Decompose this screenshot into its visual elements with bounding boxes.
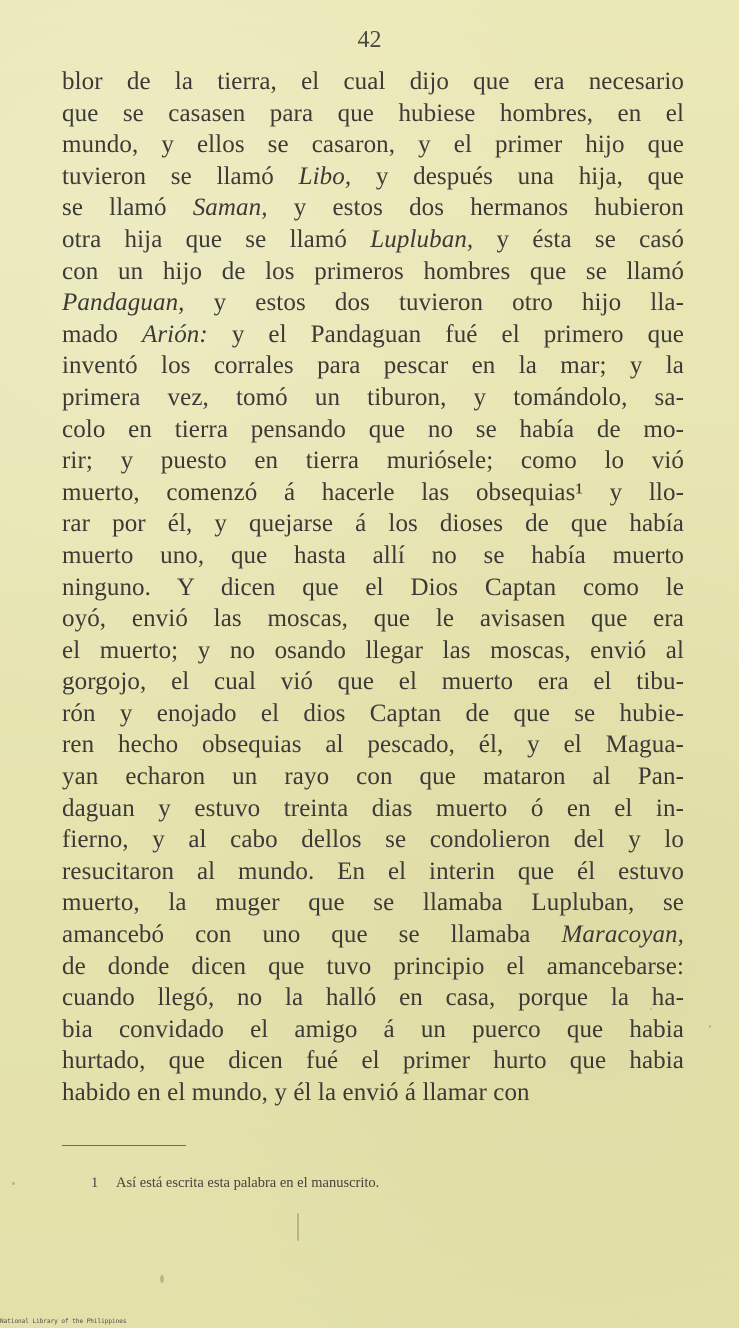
italic-name: Pandaguan, [62,289,185,317]
paper-mark [160,1275,164,1283]
page-number: 42 [357,27,382,53]
footnote-divider [62,1145,186,1146]
text-line: muerto, la muger que se llamaba Lupluban, se [62,889,684,917]
text-line: rar por él, y quejarse á los dioses de que había [62,510,684,538]
line-text-before: tuvieron se llamó [62,162,299,190]
text-line: primera vez, tomó un tiburon, y tomándolo, sa- [62,383,684,411]
italic-name: Saman, [192,194,268,222]
paper-mark [709,1025,711,1028]
text-line: cuando llegó, no la halló en casa, porque la ha- [62,984,684,1012]
text-line: rón y enojado el dios Captan de que se hubie- [62,699,684,727]
line-text-before: amancebó con uno que se llamaba [62,921,562,949]
text-line: ren hecho obsequias al pescado, él, y el Magua- [62,731,684,759]
italic-name: Lupluban, [370,225,474,253]
text-line: colo en tierra pensando que no se había de mo- [62,415,684,443]
text-line: yan echaron un rayo con que mataron al Pan- [62,763,684,791]
text-line: fierno, y al cabo dellos se condolieron del y lo [62,826,684,854]
text-line: habido en el mundo, y él la envió á llamar con [62,1079,530,1106]
line-text-before: mado [62,320,142,348]
paper-mark [650,1008,652,1010]
text-line: bia convidado el amigo á un puerco que habia [62,1015,684,1043]
text-line: gorgojo, el cual vió que el muerto era el tibu- [62,668,684,696]
text-line [62,287,684,319]
line-text-after: y estos dos tuvieron otro hijo lla- [184,289,684,317]
line-text-after: y ésta se casó [473,225,684,253]
italic-name: Arión: [141,320,208,348]
text-line: blor de la tierra, el cual dijo que era necesario [62,68,684,95]
text-line [62,919,684,951]
body-text [62,66,684,1109]
text-line [62,224,684,256]
text-line: que se casasen para que hubiese hombres, en el [62,99,684,127]
italic-name: Maracoyan, [561,921,684,949]
footnote-number: 1 [91,1175,99,1191]
line-text-before: se llamó [62,194,193,222]
text-line: ninguno. Y dicen que el Dios Captan como le [62,573,684,601]
text-line: hurtado, que dicen fué el primer hurto que habia [62,1047,684,1075]
text-line: de donde dicen que tuvo principio el amancebarse: [62,952,684,980]
footnote [91,1176,379,1191]
paper-mark [12,1182,15,1185]
text-line: resucitaron al mundo. En el interin que él estuvo [62,857,684,885]
text-line: inventó los corrales para pescar en la mar; y la [62,352,684,380]
text-line [62,319,684,351]
text-line: con un hijo de los primeros hombres que se llamó [62,257,684,285]
text-line: el muerto; y no osando llegar las moscas, envió al [62,636,684,664]
text-line: daguan y estuvo treinta dias muerto ó en el in- [62,794,684,822]
footnote-text: Así está escrita esta palabra en el manuscrito. [116,1175,380,1191]
line-text-after: y estos dos hermanos hubieron [267,194,684,222]
text-line [62,161,684,193]
line-text-after: y después una hija, que [351,162,684,190]
text-line [62,192,684,224]
text-line: oyó, envió las moscas, que le avisasen que era [62,605,684,633]
italic-name: Libo, [298,162,352,190]
text-line: muerto uno, que hasta allí no se había muerto [62,541,684,569]
line-text-before: otra hija que se llamó [62,225,371,253]
paper-mark [297,1213,299,1241]
text-line: mundo, y ellos se casaron, y el primer hijo que [62,131,684,159]
line-text-after: y el Pandaguan fué el primero que [207,320,684,348]
text-line: muerto, comenzó á hacerle las obsequias¹ y llo- [62,478,684,506]
text-line: rir; y puesto en tierra muriósele; como lo vió [62,447,684,475]
library-watermark: National Library of the Philippines [0,1318,127,1325]
